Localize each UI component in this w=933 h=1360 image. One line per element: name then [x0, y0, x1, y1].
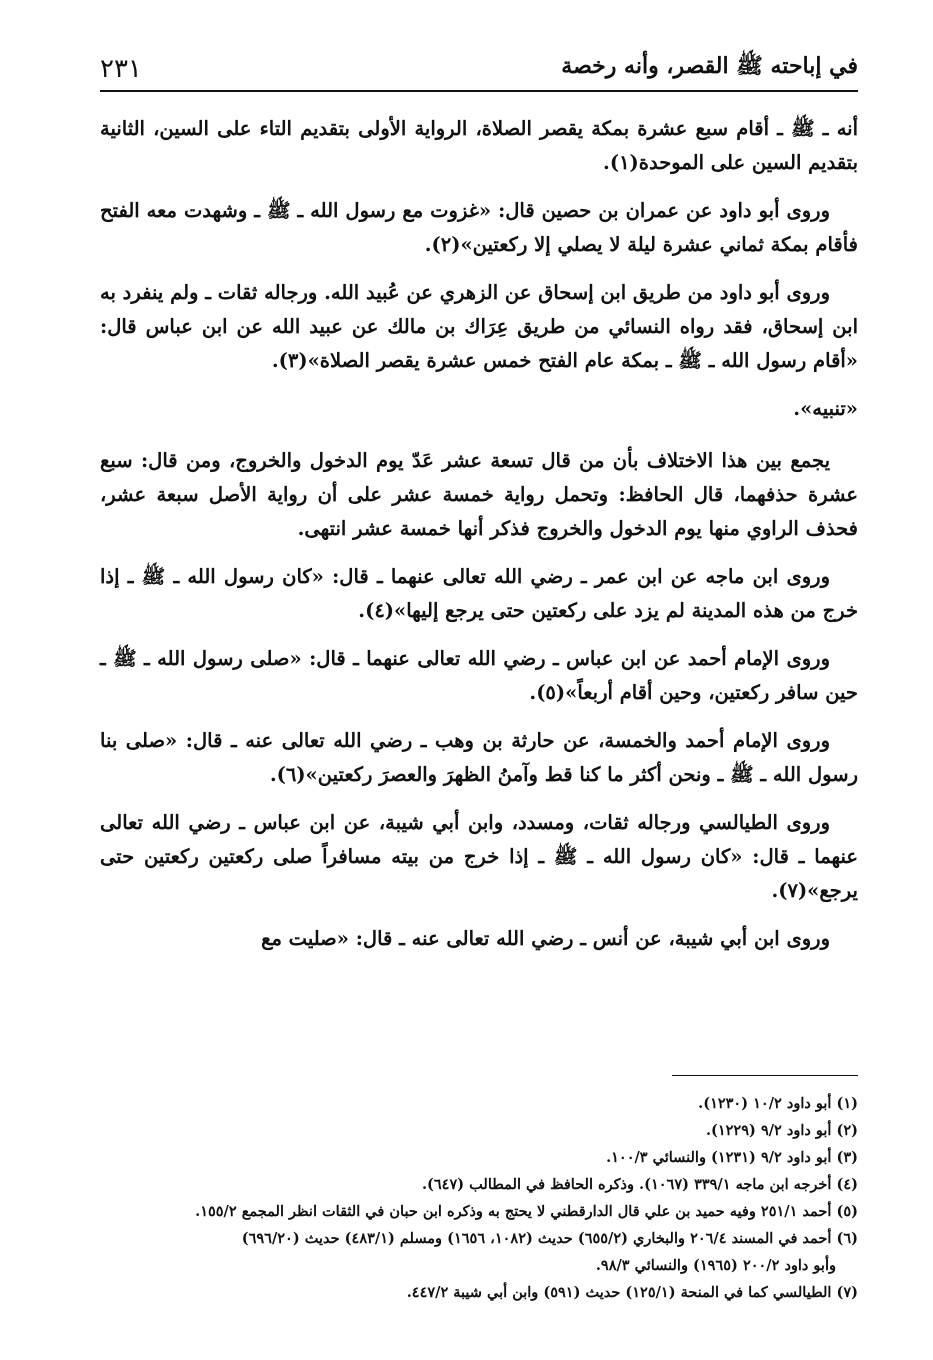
paragraph-reconciliation: يجمع بين هذا الاختلاف بأن من قال تسعة عشر عَدّ يوم الدخول والخروج، ومن قال: سبع عشرة حذفهما، قال الحافظ: وتحمل رواية خمسة عشر على أن رواية الأصل سبعة عشر، فحذف الراوي منها يوم الدخول والخروج فذكر أنها خمسة عشر انتهى. [100, 449, 858, 540]
main-text [100, 112, 858, 970]
footnote-2: (٢) أبو داود ٩/٢ (١٢٢٩). [705, 1122, 858, 1139]
footnote-1: (١) أبو داود ١٠/٢ (١٢٣٠). [698, 1095, 858, 1112]
page-number: ٢٣١ [100, 54, 142, 84]
footnote-separator [672, 1075, 858, 1076]
paragraph-abu-dawud-ibn-ishaq: وروى أبو داود من طريق ابن إسحاق عن الزهري عن عُبيد الله. ورجاله ثقات ـ ولم ينفرد به ابن إسحاق، فقد رواه النسائي من طريق عِرَاك بن مالك عن عبيد الله عن ابن عباس قال: «أقام رسول الله ـ ﷺ ـ بمكة عام الفتح خمس عشرة يقصر الصلاة»(٣). [100, 281, 858, 372]
footnote-5: (٥) أحمد ٢٥١/١ وفيه حميد بن علي قال الدارقطني لا يحتج به وذكره ابن حبان في الثقات انظر المجمع ١٥٥/٢. [195, 1203, 858, 1220]
paragraph-ibn-majah: وروى ابن ماجه عن ابن عمر ـ رضي الله تعالى عنهما ـ قال: «كان رسول الله ـ ﷺ ـ إذا خرج من هذه المدينة لم يزد على ركعتين حتى يرجع إليها»(٤). [100, 565, 858, 622]
paragraph-tayalisi: وروى الطيالسي ورجاله ثقات، ومسدد، وابن أبي شيبة، عن ابن عباس ـ رضي الله تعالى عنهما ـ قال: «كان رسول الله ـ ﷺ ـ إذا خرج من بيته مسافراً صلى ركعتين ركعتين حتى يرجع»(٧). [100, 811, 858, 902]
footnotes [100, 1090, 858, 1306]
note-heading: «تنبيه». [793, 397, 858, 420]
footnote-6-continuation: وأبو داود ٢٠٠/٢ (١٩٦٥) والنسائي ٩٨/٣. [595, 1257, 836, 1274]
page-header [100, 48, 858, 92]
running-title: في إباحته ﷺ القصر، وأنه رخصة [561, 53, 858, 79]
paragraph-ibn-abi-shayba: وروى ابن أبي شيبة، عن أنس ـ رضي الله تعالى عنه ـ قال: «صليت مع [261, 927, 830, 950]
paragraph-ahmad-haritha: وروى الإمام أحمد والخمسة، عن حارثة بن وهب ـ رضي الله تعالى عنه ـ قال: «صلى بنا رسول الله ـ ﷺ ـ ونحن أكثر ما كنا قط وآمنُ الظهرَ والعصرَ ركعتين»(٦). [100, 729, 858, 786]
footnote-6: (٦) أحمد في المسند ٢٠٦/٤ والبخاري (٦٥٥/٢) حديث (١٠٨٢، ١٦٥٦) ومسلم (٤٨٣/١) حديث (٦٩٦/٢٠) [241, 1230, 858, 1247]
footnote-3: (٣) أبو داود ٩/٢ (١٢٣١) والنسائي ١٠٠/٣. [606, 1149, 858, 1166]
paragraph-abu-dawud-imran: وروى أبو داود عن عمران بن حصين قال: «غزوت مع رسول الله ـ ﷺ ـ وشهدت معه الفتح فأقام بمكة ثماني عشرة ليلة لا يصلي إلا ركعتين»(٢). [100, 199, 858, 256]
footnote-7: (٧) الطيالسي كما في المنحة (١٢٥/١) حديث (٥٩١) وابن أبي شيبة ٤٤٧/٢. [406, 1284, 858, 1301]
footnote-4: (٤) أخرجه ابن ماجه ٣٣٩/١ (١٠٦٧). وذكره الحافظ في المطالب (٦٤٧). [421, 1176, 858, 1193]
paragraph-continuation: أنه ـ ﷺ ـ أقام سبع عشرة بمكة يقصر الصلاة، الرواية الأولى بتقديم التاء على السين، الثانية بتقديم السين على الموحدة(١). [100, 117, 858, 174]
paragraph-ahmad-ibn-abbas: وروى الإمام أحمد عن ابن عباس ـ رضي الله تعالى عنهما ـ قال: «صلى رسول الله ـ ﷺ ـ حين سافر ركعتين، وحين أقام أربعاً»(٥). [100, 647, 858, 704]
